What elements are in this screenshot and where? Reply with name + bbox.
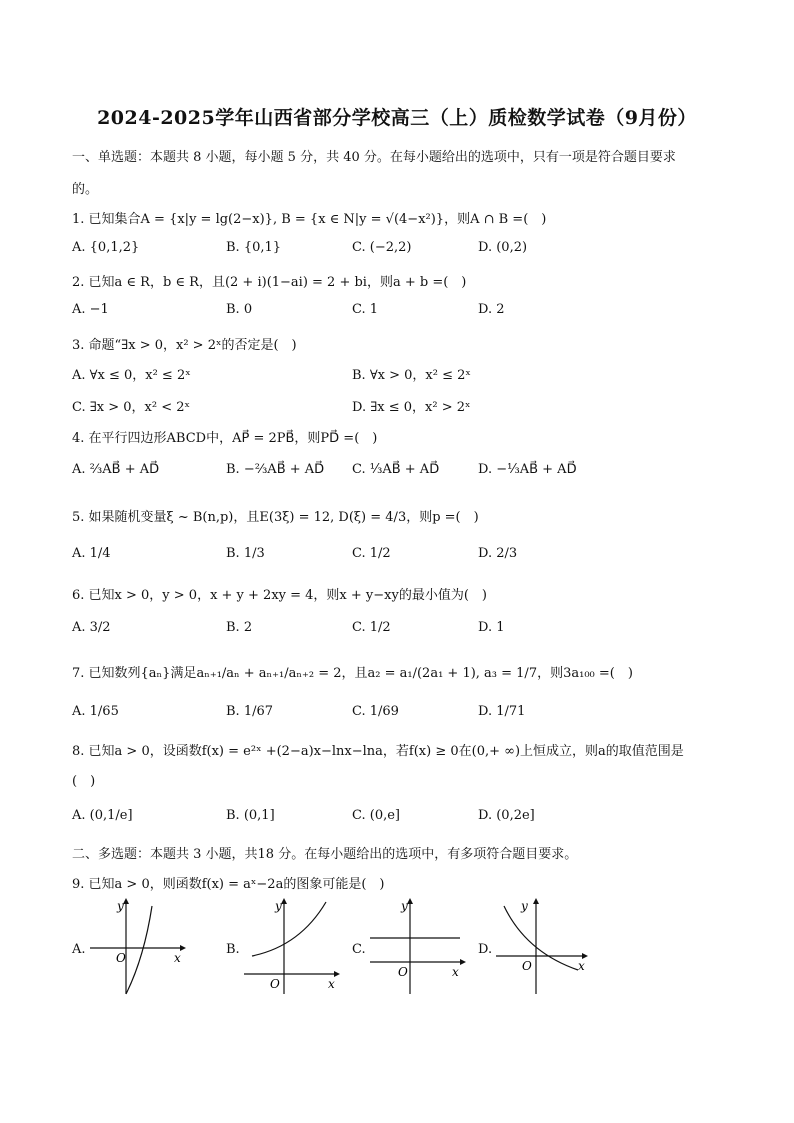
question-3-option-d: D. ∃x ≤ 0，x² > 2ˣ bbox=[352, 400, 471, 415]
question-3-option-a: A. ∀x ≤ 0，x² ≤ 2ˣ bbox=[72, 368, 191, 383]
question-1-option-a: A. {0,1,2} bbox=[72, 240, 140, 255]
section-1-heading-cont: 的。 bbox=[72, 182, 99, 197]
question-8-option-d: D. (0,2e] bbox=[478, 808, 535, 823]
section-2-heading: 二、多选题：本题共 3 小题，共18 分。在每小题给出的选项中，有多项符合题目要求。 bbox=[72, 847, 578, 862]
question-5-option-c: C. 1/2 bbox=[352, 546, 391, 561]
question-9-option-a-label: A. bbox=[72, 942, 86, 957]
question-7-option-b: B. 1/67 bbox=[226, 704, 274, 719]
question-9-graph-d bbox=[492, 898, 592, 998]
graph-a-y-label: y bbox=[117, 899, 124, 913]
question-9-stem: 9. 已知a > 0，则函数f(x) = aˣ−2a的图象可能是( ) bbox=[72, 877, 385, 892]
question-8-option-a: A. (0,1/e] bbox=[72, 808, 133, 823]
question-9-option-c-label: C. bbox=[352, 942, 366, 957]
question-4-stem: 4. 在平行四边形ABCD中，AP⃗ = 2PB⃗，则PD⃗ =( ) bbox=[72, 431, 378, 446]
graph-b-y-label: y bbox=[275, 899, 282, 913]
question-2-option-c: C. 1 bbox=[352, 302, 379, 317]
question-2-option-a: A. −1 bbox=[72, 302, 109, 317]
question-2-stem: 2. 已知a ∈ R，b ∈ R，且(2 + i)(1−ai) = 2 + bi，则a + b =( ) bbox=[72, 275, 467, 290]
question-7-option-c: C. 1/69 bbox=[352, 704, 399, 719]
question-4-option-a: A. ⅔AB⃗ + AD⃗ bbox=[72, 462, 160, 477]
graph-c-y-label: y bbox=[401, 899, 408, 913]
question-3-stem: 3. 命题“∃x > 0，x² > 2ˣ的否定是( ) bbox=[72, 338, 297, 353]
graph-a-origin-label: O bbox=[116, 951, 126, 965]
question-9-option-b-label: B. bbox=[226, 942, 240, 957]
question-5-option-d: D. 2/3 bbox=[478, 546, 518, 561]
question-4-option-c: C. ⅓AB⃗ + AD⃗ bbox=[352, 462, 440, 477]
graph-d-origin-label: O bbox=[522, 959, 532, 973]
question-8-stem-cont: ( ) bbox=[72, 774, 96, 789]
graph-c-origin-label: O bbox=[398, 965, 408, 979]
question-5-stem: 5. 如果随机变量ξ ~ B(n,p)，且E(3ξ) = 12, D(ξ) = 4/3，则p =( ) bbox=[72, 510, 479, 525]
question-7-stem: 7. 已知数列{aₙ}满足aₙ₊₁/aₙ + aₙ₊₁/aₙ₊₂ = 2，且a₂ = a₁/(2a₁ + 1), a₃ = 1/7，则3a₁₀₀ =( ) bbox=[72, 666, 633, 681]
question-3-option-b: B. ∀x > 0，x² ≤ 2ˣ bbox=[352, 368, 471, 383]
question-4-option-d: D. −⅓AB⃗ + AD⃗ bbox=[478, 462, 577, 477]
question-9-graph-c bbox=[366, 898, 466, 998]
question-1-stem: 1. 已知集合A = {x|y = lg(2−x)}, B = {x ∈ N|y = √(4−x²)}，则A ∩ B =( ) bbox=[72, 212, 547, 227]
question-1-option-c: C. (−2,2) bbox=[352, 240, 412, 255]
graph-b-x-label: x bbox=[328, 977, 335, 991]
question-6-option-c: C. 1/2 bbox=[352, 620, 391, 635]
section-1-heading: 一、单选题：本题共 8 小题，每小题 5 分，共 40 分。在每小题给出的选项中，只有一项是符合题目要求 bbox=[72, 150, 676, 165]
graph-c-x-label: x bbox=[452, 965, 459, 979]
question-4-option-b: B. −⅔AB⃗ + AD⃗ bbox=[226, 462, 325, 477]
question-8-stem: 8. 已知a > 0，设函数f(x) = e²ˣ +(2−a)x−lnx−lna，若f(x) ≥ 0在(0,+ ∞)上恒成立，则a的取值范围是 bbox=[72, 744, 684, 759]
question-1-option-d: D. (0,2) bbox=[478, 240, 528, 255]
graph-d-x-label: x bbox=[578, 959, 585, 973]
graph-a-x-label: x bbox=[174, 951, 181, 965]
question-8-option-c: C. (0,e] bbox=[352, 808, 400, 823]
question-5-option-a: A. 1/4 bbox=[72, 546, 111, 561]
question-9-graph-a bbox=[86, 898, 186, 998]
question-6-option-d: D. 1 bbox=[478, 620, 505, 635]
question-9-graph-b bbox=[240, 898, 340, 998]
question-6-option-a: A. 3/2 bbox=[72, 620, 111, 635]
question-7-option-a: A. 1/65 bbox=[72, 704, 119, 719]
question-8-option-b: B. (0,1] bbox=[226, 808, 275, 823]
graph-d-y-label: y bbox=[521, 899, 528, 913]
exam-title: 2024-2025学年山西省部分学校高三（上）质检数学试卷（9月份） bbox=[97, 107, 697, 129]
question-2-option-b: B. 0 bbox=[226, 302, 253, 317]
question-6-stem: 6. 已知x > 0，y > 0，x + y + 2xy = 4，则x + y−xy的最小值为( ) bbox=[72, 588, 487, 603]
question-3-option-c: C. ∃x > 0，x² < 2ˣ bbox=[72, 400, 191, 415]
question-6-option-b: B. 2 bbox=[226, 620, 253, 635]
question-9-option-d-label: D. bbox=[478, 942, 493, 957]
graph-b-origin-label: O bbox=[270, 977, 280, 991]
question-5-option-b: B. 1/3 bbox=[226, 546, 265, 561]
question-2-option-d: D. 2 bbox=[478, 302, 505, 317]
question-1-option-b: B. {0,1} bbox=[226, 240, 282, 255]
question-7-option-d: D. 1/71 bbox=[478, 704, 526, 719]
